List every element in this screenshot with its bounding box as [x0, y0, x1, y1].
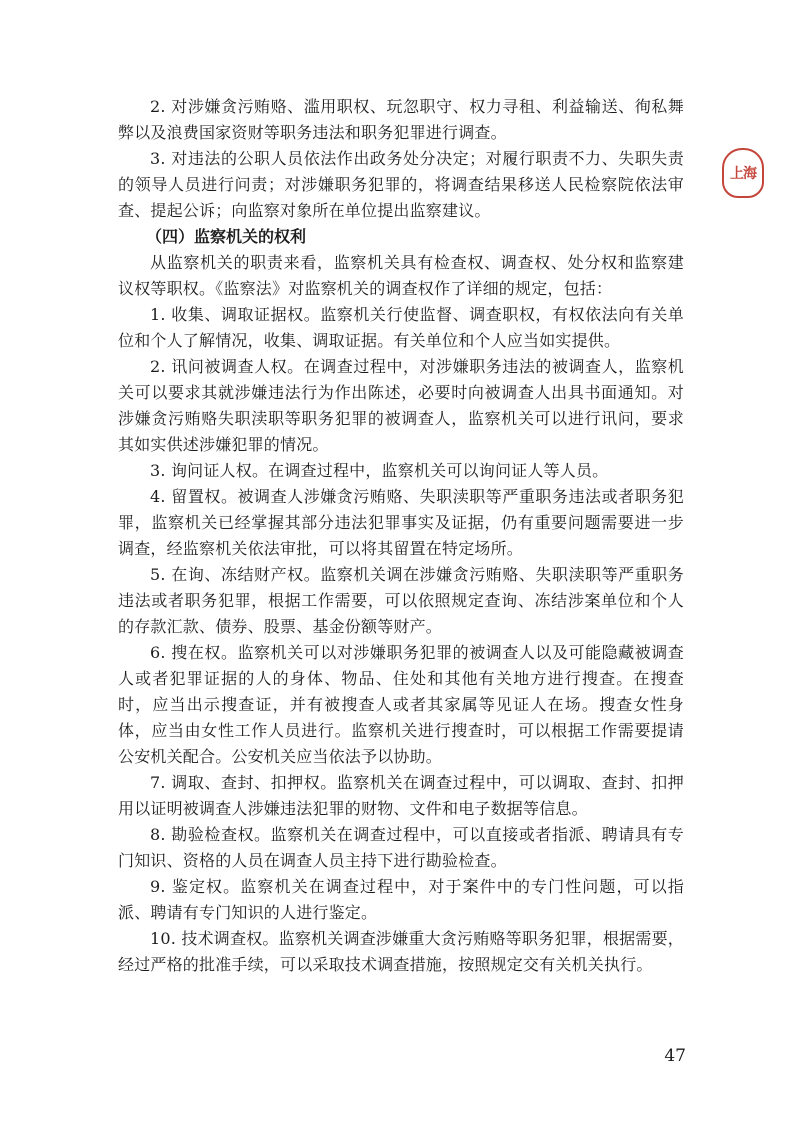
paragraph: 2. 讯问被调查人权。在调查过程中，对涉嫌职务违法的被调查人，监察机关可以要求其就涉嫌违法行为作出陈述，必要时向被调查人出具书面通知。对涉嫌贪污贿赂失职渎职等职务犯罪的被调查人，监察机关可以进行讯问，要求其如实供述涉嫌犯罪的情况。 [118, 357, 684, 454]
paragraph: 10. 技术调查权。监察机关调查涉嫌重大贪污贿赂等职务犯罪，根据需要，经过严格的批准手续，可以采取技术调查措施，按照规定交有关机关执行。 [118, 929, 684, 974]
paragraph: 3. 对违法的公职人员依法作出政务处分决定；对履行职责不力、失职失责的领导人员进行问责；对涉嫌职务犯罪的，将调查结果移送人民检察院依法审查、提起公诉；向监察对象所在单位提出监察建议。 [118, 149, 684, 220]
paragraph: 从监察机关的职责来看，监察机关具有检查权、调查权、处分权和监察建议权等职权。《监察法》对监察机关的调查权作了详细的规定，包括： [118, 253, 684, 298]
seal-stamp [722, 148, 764, 198]
page-number: 47 [664, 1046, 686, 1066]
paragraph: 3. 询问证人权。在调查过程中，监察机关可以询问证人等人员。 [150, 461, 609, 480]
paragraph: 8. 勘验检查权。监察机关在调查过程中，可以直接或者指派、聘请具有专门知识、资格的人员在调查人员主持下进行勘验检查。 [118, 825, 684, 870]
paragraph: 2. 对涉嫌贪污贿赂、滥用职权、玩忽职守、权力寻租、利益输送、徇私舞弊以及浪费国家资财等职务违法和职务犯罪进行调查。 [118, 97, 684, 142]
paragraph: 5. 在询、冻结财产权。监察机关调在涉嫌贪污贿赂、失职渎职等严重职务违法或者职务犯罪，根据工作需要，可以依照规定查询、冻结涉案单位和个人的存款汇款、债券、股票、基金份额等财产。 [118, 565, 684, 636]
seal-text: 上海 [730, 166, 756, 182]
body-text [118, 94, 684, 978]
section-heading: （四）监察机关的权利 [146, 227, 307, 246]
paragraph: 6. 搜在权。监察机关可以对涉嫌职务犯罪的被调查人以及可能隐藏被调查人或者犯罪证据的人的身体、物品、住处和其他有关地方进行搜查。在搜查时，应当出示搜查证，并有被搜查人或者其家属等见证人在场。搜查女性身体，应当由女性工作人员进行。监察机关进行搜查时，可以根据工作需要提请公安机关配合。公安机关应当依法予以协助。 [118, 643, 684, 766]
paragraph: 9. 鉴定权。监察机关在调查过程中，对于案件中的专门性问题，可以指派、聘请有专门知识的人进行鉴定。 [118, 877, 684, 922]
paragraph: 1. 收集、调取证据权。监察机关行使监督、调查职权，有权依法向有关单位和个人了解情况，收集、调取证据。有关单位和个人应当如实提供。 [118, 305, 684, 350]
paragraph: 7. 调取、查封、扣押权。监察机关在调查过程中，可以调取、查封、扣押用以证明被调查人涉嫌违法犯罪的财物、文件和电子数据等信息。 [118, 773, 684, 818]
paragraph: 4. 留置权。被调查人涉嫌贪污贿赂、失职渎职等严重职务违法或者职务犯罪，监察机关已经掌握其部分违法犯罪事实及证据，仍有重要问题需要进一步调查，经监察机关依法审批，可以将其留置在特定场所。 [118, 487, 684, 558]
